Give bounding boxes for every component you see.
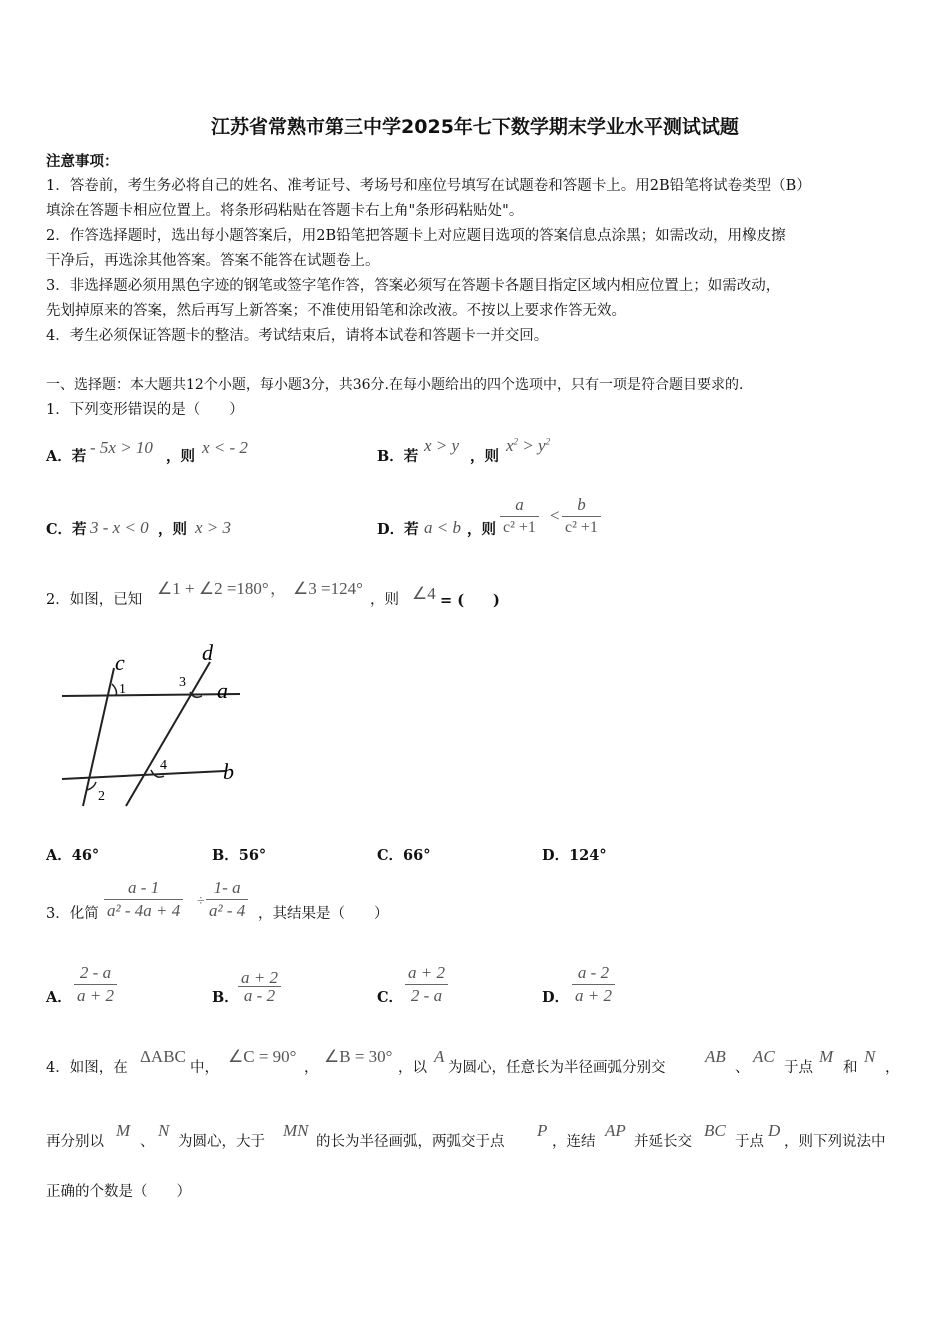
q3-suffix: ，其结果是（ ） [258,906,389,922]
line-a [62,694,240,696]
q4-segment-ab: AB [705,1047,726,1066]
q1-option-d-condition: a < b [424,518,461,537]
notice-line: 3．非选择题必须用黑色字迹的钢笔或签字笔作答，答案必须写在答题卡各题目指定区域内相应位置上；如需改动， [46,278,781,294]
q4-point-m: M [819,1047,834,1066]
q4-text: ，则下列说法中 [784,1134,886,1150]
label-angle-2: 2 [98,789,105,804]
label-angle-1: 1 [119,682,126,697]
q1-option-d-operator: < [550,506,560,525]
q2-suffix-2: = ( ) [440,592,500,609]
q2-option-a: A．46° [46,847,100,864]
q4-text: 再分别以 [46,1134,104,1150]
q4-text: 为圆心，大于 [178,1134,265,1150]
q4-text: 于点 [784,1060,813,1076]
q4-point-d: D [768,1121,781,1140]
q4-text: 、 [735,1060,750,1076]
q2-figure [40,640,250,815]
q4-text: 和 [843,1060,858,1076]
q2-condition-1: ∠1 + ∠2 =180° [157,579,269,598]
q4-segment-mn: MN [283,1121,309,1140]
q4-text: 正确的个数是（ ） [46,1184,191,1200]
notice-line: 4．考生必须保证答题卡的整洁。考试结束后，请将本试卷和答题卡一并交回。 [46,328,549,344]
q1-option-b-result: $x^2 > y^2$ [506,436,551,455]
q4-point-p: P [537,1121,548,1140]
q1-option-b-label: B．若 [377,448,419,465]
notice-line: 2．作答选择题时，选出每小题答案后，用2B铅笔把答题卡上对应题目选项的答案信息点涂黑；如需改动，用橡皮擦 [46,228,786,244]
q4-text: 为圆心，任意长为半径画弧分别交 [448,1060,666,1076]
label-b: b [223,759,234,784]
notice-line: 填涂在答题卡相应位置上。将条形码粘贴在答题卡右上角"条形码粘贴处"。 [46,203,524,219]
q4-triangle: ΔABC [140,1047,186,1066]
q1-option-c-condition: 3 - x < 0 [90,518,149,537]
q3-fraction-1: $\frac{a - 1}{\text{a² - 4a + 4}}$ [104,877,183,922]
q4-text: 中， [190,1060,219,1076]
label-angle-3: 3 [179,675,186,690]
q2-option-c: C．66° [377,847,431,864]
q2-condition-2: ∠3 =124° [293,579,363,598]
label-c: c [115,650,125,675]
q2-prefix: 2．如图，已知 [46,592,143,608]
q1-option-a-label: A．若 [46,448,87,465]
notice-line: 1．答卷前，考生务必将自己的姓名、准考证号、考场号和座位号填写在试题卷和答题卡上。用2B铅笔将试卷类型（B） [46,178,811,194]
q4-text: ， [885,1060,900,1076]
q4-text: 于点 [735,1134,764,1150]
q4-angle-c: ∠C = 90° [228,1047,297,1066]
q1-option-b-condition: x > y [424,436,460,455]
q4-text: 并延长交 [634,1134,692,1150]
label-angle-4: 4 [160,758,167,773]
notice-heading: 注意事项： [46,153,119,170]
label-a: a [217,678,228,703]
q1-option-d-then: ，则 [467,521,496,538]
q1-option-c-then: ，则 [158,521,187,538]
q4-segment-ac: AC [753,1047,775,1066]
q1-option-a-condition: - 5x > 10 [90,438,153,457]
q2-option-b: B．56° [212,847,267,864]
q4-text: ， [304,1060,319,1076]
q3-option-d-label: D． [542,989,570,1006]
q1-option-d-fraction-right: $\frac{b}{\text{c² +1}}$ [562,494,601,539]
q4-point-m: M [116,1121,131,1140]
q4-text: 、 [140,1134,155,1150]
q1-option-b-then: ，则 [470,448,499,465]
q1-stem: 1．下列变形错误的是（ ） [46,402,244,418]
q4-segment-ap: AP [605,1121,626,1140]
q3-option-c-label: C． [377,989,404,1006]
q3-option-b-label: B． [212,989,239,1006]
section-heading: 一、选择题：本大题共12个小题，每小题3分，共36分.在每小题给出的四个选项中，只有一项是符合题目要求的. [46,377,744,393]
line-d [126,662,210,806]
q1-option-d-fraction-left: $\frac{a}{\text{c² +1}}$ [500,494,539,539]
q4-segment-bc: BC [704,1121,726,1140]
q4-point-a: A [434,1047,445,1066]
q4-point-n: N [864,1047,876,1066]
q3-option-b-fraction: $\frac{a + 2}{a - 2}$ [238,969,281,1004]
notice-line: 先划掉原来的答案，然后再写上新答案；不准使用铅笔和涂改液。不按以上要求作答无效。 [46,303,626,319]
q1-option-a-result: x < - 2 [202,438,248,457]
q1-option-a-then: ，则 [166,448,195,465]
notice-line: 干净后，再选涂其他答案。答案不能答在试题卷上。 [46,253,380,269]
line-c [83,668,114,806]
q2-option-d: D．124° [542,847,607,864]
q1-option-c-label: C．若 [46,521,87,538]
q2-suffix-1: ，则 [370,592,399,608]
q4-angle-b: ∠B = 30° [324,1047,393,1066]
label-d: d [202,640,213,665]
q3-option-d-fraction: $\frac{a - 2}{a + 2}$ [572,962,615,1007]
q2-separator: ， [270,579,287,598]
q3-option-a-label: A． [46,989,72,1006]
q3-fraction-2: $\frac{1- a}{\text{a² - 4}}$ [206,877,248,922]
q3-prefix: 3．化简 [46,906,99,922]
q1-option-c-result: x > 3 [195,518,232,537]
angle-1-arc [112,684,117,696]
q4-text: ，连结 [552,1134,596,1150]
q3-option-c-fraction: $\frac{a + 2}{2 - a}$ [405,962,448,1007]
q3-divide-operator: ÷ [197,894,205,909]
q1-option-d-label: D．若 [377,521,419,538]
q4-text: ，以 [398,1060,427,1076]
q4-text: 的长为半径画弧，两弧交于点 [316,1134,505,1150]
q3-option-a-fraction: $\frac{2 - a}{a + 2}$ [74,962,117,1007]
q4-text: 4．如图，在 [46,1060,128,1076]
q4-point-n: N [158,1121,170,1140]
q2-target: ∠4 [412,584,436,603]
page-title: 江苏省常熟市第三中学2025年七下数学期末学业水平测试试题 [211,116,739,138]
